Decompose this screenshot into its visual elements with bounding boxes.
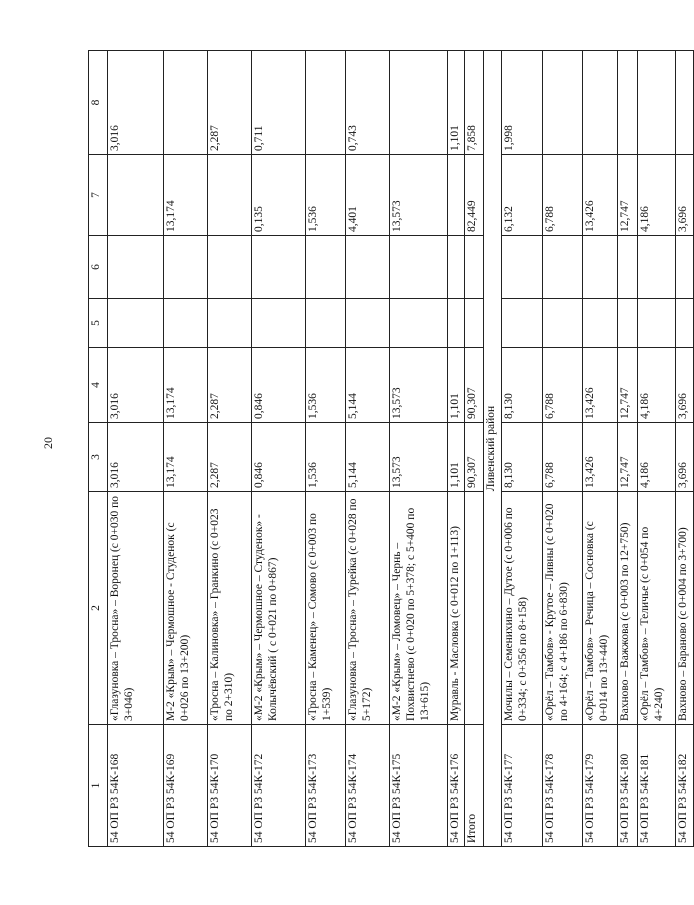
cell-c4: 4,186: [637, 348, 675, 423]
cell-c5: [252, 299, 306, 348]
cell-c7: 13,174: [164, 155, 208, 236]
cell-c7: 6,132: [501, 155, 542, 236]
header-cell: 8: [89, 51, 108, 155]
cell-c2: Муравль - Масловка (с 0+012 по 1+113): [448, 492, 465, 725]
header-row: [89, 51, 108, 847]
cell-c1: 54 ОП РЗ 54К-178: [542, 725, 582, 847]
cell-c4: 5,144: [346, 348, 390, 423]
cell-c3: 1,101: [448, 423, 465, 492]
table-row: [675, 51, 693, 847]
header-cell: 2: [89, 492, 108, 725]
cell-c2: «Орёл – Тамбов» - Крутое – Ливны (с 0+020 по 4+164; с 4+186 по 6+830): [542, 492, 582, 725]
cell-c1: 54 ОП РЗ 54К-168: [108, 725, 164, 847]
cell-c4: 13,174: [164, 348, 208, 423]
total-c6: [464, 236, 483, 299]
cell-c7: 13,573: [390, 155, 448, 236]
total-c2: [464, 492, 483, 725]
cell-c1: 54 ОП РЗ 54К-169: [164, 725, 208, 847]
cell-c5: [390, 299, 448, 348]
cell-c1: 54 ОП РЗ 54К-173: [306, 725, 346, 847]
cell-c6: [675, 236, 693, 299]
cell-c8: [582, 51, 617, 155]
cell-c8: [617, 51, 637, 155]
cell-c2: «Орёл – Тамбов» – Речица – Сосновка (с 0+014 по 13+440): [582, 492, 617, 725]
cell-c6: [617, 236, 637, 299]
cell-c8: [675, 51, 693, 155]
cell-c5: [306, 299, 346, 348]
cell-c8: 1,998: [501, 51, 542, 155]
cell-c1: 54 ОП РЗ 54К-177: [501, 725, 542, 847]
cell-c5: [501, 299, 542, 348]
cell-c6: [582, 236, 617, 299]
cell-c4: 0,846: [252, 348, 306, 423]
cell-c3: 13,573: [390, 423, 448, 492]
cell-c1: 54 ОП РЗ 54К-170: [208, 725, 252, 847]
cell-c1: 54 ОП РЗ 54К-175: [390, 725, 448, 847]
cell-c7: 4,401: [346, 155, 390, 236]
cell-c8: [390, 51, 448, 155]
cell-c1: 54 ОП РЗ 54К-172: [252, 725, 306, 847]
cell-c1: 54 ОП РЗ 54К-182: [675, 725, 693, 847]
cell-c1: 54 ОП РЗ 54К-176: [448, 725, 465, 847]
table-row: [164, 51, 208, 847]
cell-c5: [637, 299, 675, 348]
cell-c5: [164, 299, 208, 348]
cell-c5: [448, 299, 465, 348]
header-cell: 6: [89, 236, 108, 299]
rotated-table-container: [88, 51, 689, 847]
cell-c5: [108, 299, 164, 348]
cell-c7: 3,696: [675, 155, 693, 236]
cell-c5: [582, 299, 617, 348]
header-cell: 4: [89, 348, 108, 423]
total-c4: 90,307: [464, 348, 483, 423]
cell-c3: 8,130: [501, 423, 542, 492]
cell-c3: 13,174: [164, 423, 208, 492]
cell-c1: 54 ОП РЗ 54К-174: [346, 725, 390, 847]
table-row: [448, 51, 465, 847]
cell-c4: 1,536: [306, 348, 346, 423]
cell-c4: 8,130: [501, 348, 542, 423]
cell-c5: [675, 299, 693, 348]
cell-c8: 1,101: [448, 51, 465, 155]
cell-c7: 0,135: [252, 155, 306, 236]
cell-c3: 2,287: [208, 423, 252, 492]
cell-c7: [448, 155, 465, 236]
cell-c6: [448, 236, 465, 299]
cell-c5: [542, 299, 582, 348]
cell-c2: Вахново – Бараново (с 0+004 по 3+700): [675, 492, 693, 725]
table-row: [306, 51, 346, 847]
cell-c8: 3,016: [108, 51, 164, 155]
cell-c7: 4,186: [637, 155, 675, 236]
cell-c3: 12,747: [617, 423, 637, 492]
table-row: [346, 51, 390, 847]
page-number: 20: [41, 437, 55, 449]
cell-c2: «Глазуновка – Тросна» – Турейка (с 0+028 по 5+172): [346, 492, 390, 725]
header-cell: 3: [89, 423, 108, 492]
cell-c4: 3,016: [108, 348, 164, 423]
cell-c2: «Глазуновка – Троснa» – Воронец (с 0+030 по 3+046): [108, 492, 164, 725]
cell-c7: 13,426: [582, 155, 617, 236]
cell-c3: 5,144: [346, 423, 390, 492]
cell-c8: 2,287: [208, 51, 252, 155]
cell-c8: 0,711: [252, 51, 306, 155]
cell-c1: 54 ОП РЗ 54К-180: [617, 725, 637, 847]
cell-c1: 54 ОП РЗ 54К-179: [582, 725, 617, 847]
cell-c2: «Орёл – Тамбов» – Теличье (с 0+054 по 4+240): [637, 492, 675, 725]
cell-c8: [637, 51, 675, 155]
cell-c7: [208, 155, 252, 236]
cell-c6: [637, 236, 675, 299]
section-title: Ливенский район: [483, 51, 501, 847]
cell-c6: [252, 236, 306, 299]
header-cell: 1: [89, 725, 108, 847]
cell-c8: [306, 51, 346, 155]
cell-c5: [208, 299, 252, 348]
cell-c3: 6,788: [542, 423, 582, 492]
cell-c2: «М-2 «Крым» – Ломовец» – Чернь – Похвистнево (с 0+020 по 5+378; с 5+400 по 13+615): [390, 492, 448, 725]
cell-c6: [208, 236, 252, 299]
cell-c6: [542, 236, 582, 299]
cell-c4: 12,747: [617, 348, 637, 423]
cell-c3: 4,186: [637, 423, 675, 492]
cell-c3: 1,536: [306, 423, 346, 492]
cell-c8: [164, 51, 208, 155]
table-row: [390, 51, 448, 847]
cell-c3: 0,846: [252, 423, 306, 492]
cell-c8: 0,743: [346, 51, 390, 155]
cell-c2: «Тросна – Каменец» – Сомово (с 0+003 по 1+539): [306, 492, 346, 725]
cell-c7: 12,747: [617, 155, 637, 236]
table-body: [89, 51, 694, 847]
table-row: [501, 51, 542, 847]
cell-c4: 1,101: [448, 348, 465, 423]
header-cell: 5: [89, 299, 108, 348]
cell-c6: [306, 236, 346, 299]
table-row: [108, 51, 164, 847]
total-c7: 82,449: [464, 155, 483, 236]
cell-c6: [346, 236, 390, 299]
total-row: [464, 51, 483, 847]
roads-table: [88, 50, 694, 847]
cell-c4: 2,287: [208, 348, 252, 423]
table-row: [617, 51, 637, 847]
section-row: [483, 51, 501, 847]
cell-c2: Мочилы – Семенихино – Дутое (с 0+006 по 0+334; с 0+356 по 8+158): [501, 492, 542, 725]
cell-c5: [617, 299, 637, 348]
cell-c7: 1,536: [306, 155, 346, 236]
cell-c6: [164, 236, 208, 299]
cell-c4: 6,788: [542, 348, 582, 423]
cell-c2: «Тросна – Калиновка» – Гранкино (с 0+023 по 2+310): [208, 492, 252, 725]
cell-c6: [108, 236, 164, 299]
cell-c4: 3,696: [675, 348, 693, 423]
cell-c7: [108, 155, 164, 236]
total-c5: [464, 299, 483, 348]
table-row: [542, 51, 582, 847]
cell-c7: 6,788: [542, 155, 582, 236]
cell-c6: [501, 236, 542, 299]
cell-c4: 13,573: [390, 348, 448, 423]
cell-c2: М-2 «Крым» – Чермошное - Студенок (с 0+026 по 13+200): [164, 492, 208, 725]
table-row: [637, 51, 675, 847]
cell-c3: 3,016: [108, 423, 164, 492]
table-row: [582, 51, 617, 847]
cell-c4: 13,426: [582, 348, 617, 423]
cell-c3: 13,426: [582, 423, 617, 492]
cell-c3: 3,696: [675, 423, 693, 492]
total-c8: 7,858: [464, 51, 483, 155]
header-cell: 7: [89, 155, 108, 236]
cell-c8: [542, 51, 582, 155]
total-c3: 90,307: [464, 423, 483, 492]
total-c1: Итого: [464, 725, 483, 847]
cell-c6: [390, 236, 448, 299]
cell-c5: [346, 299, 390, 348]
table-row: [208, 51, 252, 847]
cell-c1: 54 ОП РЗ 54К-181: [637, 725, 675, 847]
cell-c2: «М-2 «Крым» – Чермошное – Студенок» - Колычёвский ( с 0+021 по 0+867): [252, 492, 306, 725]
cell-c2: Вахново – Важжова (с 0+003 по 12+750): [617, 492, 637, 725]
table-row: [252, 51, 306, 847]
